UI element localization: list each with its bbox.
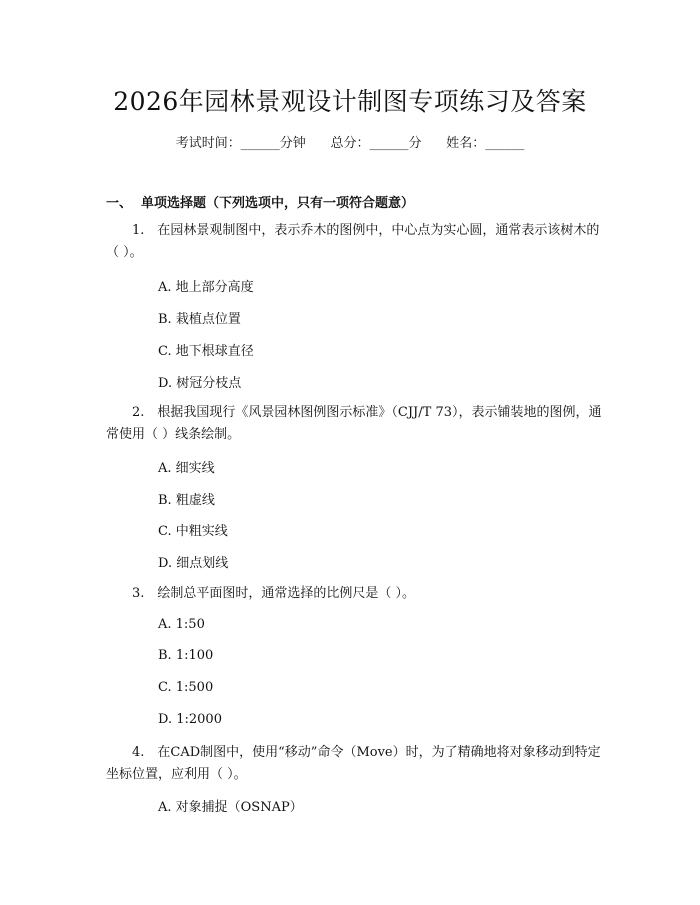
question-3-option-d: D. 1:2000 [158,712,222,727]
question-2-option-a: A. 细实线 [158,461,215,476]
section-heading: 一、 单项选择题（下列选项中，只有一项符合题意） [106,196,415,211]
question-2-option-b: B. 粗虚线 [158,493,215,508]
question-2-option-c: C. 中粗实线 [158,524,228,539]
question-2: 2. 根据我国现行《风景园林图例图示标准》（CJJ/T 73），表示铺装地的图例，通常使用（ ）线条绘制。 [106,405,602,442]
question-3-option-c: C. 1:500 [158,680,214,695]
exam-info-line: 考试时间：______分钟 总分：______分 姓名：______ [175,136,525,151]
page-title: 2026年园林景观设计制图专项练习及答案 [113,87,587,116]
question-3-option-a: A. 1:50 [158,617,205,632]
question-1-option-a: A. 地上部分高度 [158,280,254,295]
question-3: 3. 绘制总平面图时，通常选择的比例尺是（ ）。 [132,586,416,601]
question-1-option-c: C. 地下根球直径 [158,344,254,359]
question-4: 4. 在CAD制图中，使用“移动”命令（Move）时，为了精确地将对象移动到特定坐标位置，应利用（ ）。 [106,745,601,782]
question-1: 1. 在园林景观制图中，表示乔木的图例中，中心点为实心圆，通常表示该树木的（ ）。 [106,223,600,260]
question-1-option-b: B. 栽植点位置 [158,312,241,327]
question-3-option-b: B. 1:100 [158,648,214,663]
question-1-option-d: D. 树冠分枝点 [158,376,242,391]
question-4-option-a: A. 对象捕捉（OSNAP） [158,800,303,815]
question-2-option-d: D. 细点划线 [158,556,229,571]
